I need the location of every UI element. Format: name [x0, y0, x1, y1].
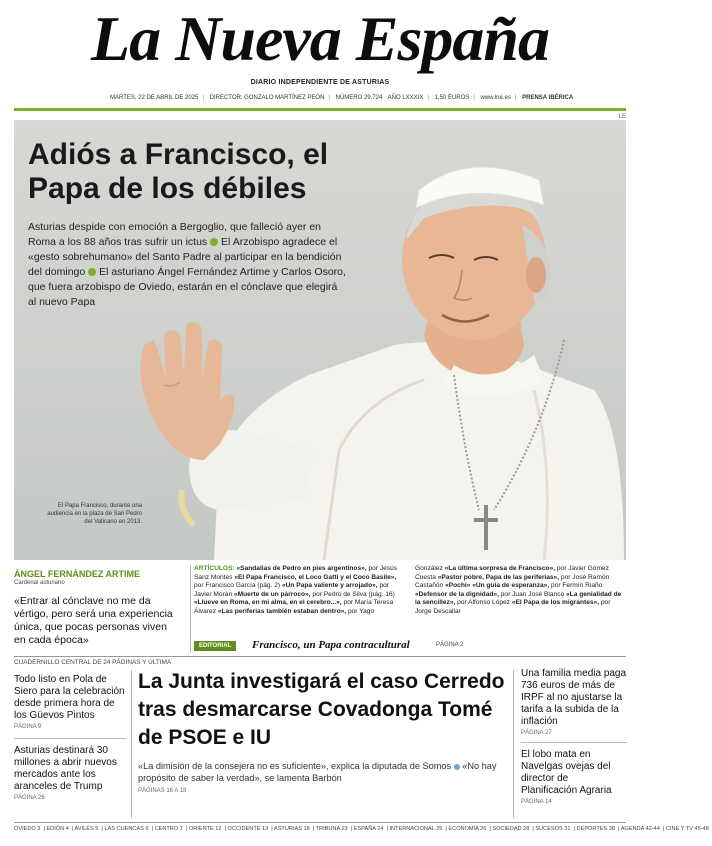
brief-item[interactable]: Una familia media paga 736 euros de más de IRPF al no ajustarse la tarifa a la subida de la inflación [521, 668, 627, 727]
article-item[interactable]: «Llueve en Roma, en mi alma, en el cerebro...», por María Teresa Álvarez [194, 599, 394, 615]
main-dek [138, 760, 508, 784]
article-item[interactable]: «La genialidad de la sencillez», por Alfonso López [415, 590, 622, 607]
lead-dek-3: El asturiano Ángel Fernández Artime y Carlos Osoro, que fuera arzobispo de Oviedo, estarán en el cónclave que elegirá al nuevo Papa [28, 266, 346, 308]
brief-item[interactable]: El lobo mata en Navelgas ovejas del director de Planificación Agraria [521, 749, 612, 796]
lead-headline[interactable]: Adiós a Francisco, el Papa de los débiles [28, 138, 329, 205]
articles-label: ARTÍCULOS: [194, 565, 235, 572]
bullet-dot-icon [88, 268, 96, 276]
brief-page: PÁGINA 14 [521, 799, 552, 805]
brief-page: PÁGINA 26 [14, 795, 45, 801]
supplement-note: CUADERNILLO CENTRAL DE 24 PÁGINAS Y ÚLTIMA [14, 656, 626, 666]
edition-director: DIRECTOR: GONZALO MARTÍNEZ PEÓN [209, 95, 325, 101]
divider [521, 742, 627, 743]
interview-role: Cardenal asturiano [14, 580, 65, 586]
tagline: DIARIO INDEPENDIENTE DE ASTURIAS [250, 79, 390, 86]
main-page: PÁGINAS 16 A 18 [138, 788, 187, 794]
divider [131, 670, 132, 818]
article-item[interactable]: «El Papa de los migrantes», por Jorge Descallar [415, 599, 611, 615]
brief-item[interactable]: Asturias destinará 30 millones a abrir nuevos mercados ante los aranceles de Trump [14, 745, 117, 792]
newspaper-title[interactable]: La Nueva España [91, 3, 549, 74]
related-section [14, 565, 626, 660]
photo-caption: El Papa Francisco, durante una audiencia en la plaza de San Pedro del Vaticano en 2013. [47, 503, 142, 525]
edition-web[interactable]: www.lne.es [480, 95, 511, 101]
bullet-dot-icon [210, 238, 218, 246]
article-item[interactable]: «La última sorpresa de Francisco», por Javier Gómez Cuesta [415, 565, 609, 581]
edition-number: NÚMERO 29.724 [335, 95, 383, 101]
divider [14, 738, 126, 739]
article-item[interactable]: «Un guía de esperanza», por Fermín Riaño [472, 582, 603, 590]
lead-dek [28, 220, 348, 310]
bullet-dot-icon [454, 764, 460, 770]
main-dek-1: «La dimisión de la consejera no es suficiente», explica la diputada de Somos [138, 761, 452, 771]
index-item[interactable]: INTERNACIONAL 25 [389, 826, 443, 832]
editorial-box[interactable] [194, 639, 624, 653]
index-item[interactable]: ESPAÑA 24 [353, 826, 384, 832]
edition-year: AÑO LXXXIX [387, 95, 424, 101]
divider [513, 670, 514, 818]
edition-info: MARTES, 22 DE ABRIL DE 2025 | DIRECTOR: GONZALO MARTÍNEZ PEÓN | NÚMERO 29.724 AÑO LXXXIX | 1,50 EUROS | www.lne.es | PRENSA IBÉRICA [110, 95, 574, 101]
article-item[interactable]: «Defensor de la dignidad», por Juan José Blanco [415, 590, 565, 598]
index-item[interactable]: ASTURIAS 18 [273, 826, 310, 832]
masthead [0, 0, 640, 120]
left-briefs [14, 674, 126, 809]
page-marker: LE [618, 114, 626, 120]
editorial-title[interactable]: Francisco, un Papa contracultural [252, 639, 410, 651]
section-index: OVIEDO 3 | EDIÓN 4 | AVILÉS 5 | LAS CUENCAS 6 | CENTRO 7 | ORIENTE 12 | OCCIDENTE 13 | ASTURIAS 18 | TRIBUNA 23 | ESPAÑA 24 | INTERNACIONAL 25 | ECONOMÍA 26 | SOCIEDAD 28 | SUCESOS 31 | DEPORTES 38 | AGENDA 42-44 | CINE Y TV 45-48 [14, 822, 626, 832]
index-item[interactable]: SOCIEDAD 28 [492, 826, 530, 832]
article-item[interactable]: «Muerte de un párroco», por Pedro de Silva (pág. 16) [233, 590, 395, 598]
index-item[interactable]: DEPORTES 38 [576, 826, 615, 832]
brief-item[interactable]: Todo listo en Pola de Siero para la celebración desde primera hora de los Güevos Pintos [14, 674, 125, 721]
right-briefs [521, 668, 627, 811]
main-headline[interactable]: La Junta investigará el caso Cerredo tras desmarcarse Covadonga Tomé de PSOE e IU [138, 670, 505, 749]
index-item[interactable]: AGENDA 42-44 [620, 826, 660, 832]
index-item[interactable]: ORIENTE 12 [188, 826, 222, 832]
divider [190, 565, 191, 653]
interview-quote[interactable]: «Entrar al cónclave no me da vértigo, pero será una experiencia única, que pocas personas viven en cada época» [14, 595, 173, 646]
main-dek-2: «No hay propósito de saber la verdad», se lamenta Barbón [138, 761, 497, 783]
index-item[interactable]: AVILÉS 5 [74, 826, 99, 832]
articles-list [194, 565, 624, 617]
index-item[interactable]: ECONOMÍA 26 [448, 826, 487, 832]
index-item[interactable]: EDIÓN 4 [46, 826, 69, 832]
hand [141, 322, 235, 460]
article-item[interactable]: «Pochi» [445, 582, 471, 590]
editorial-page: PÁGINA 2 [436, 642, 464, 648]
index-item[interactable]: CENTRO 7 [154, 826, 183, 832]
main-story[interactable] [138, 668, 508, 794]
edition-date: MARTES, 22 DE ABRIL DE 2025 [110, 95, 199, 101]
lead-dek-1: Asturias despide con emoción a Bergoglio, que falleció ayer en Roma a los 88 años tras sufrir un ictus [28, 221, 322, 248]
editorial-tag: EDITORIAL [194, 641, 236, 651]
article-item[interactable]: «Pastor pobre, Papa de las periferias», por José Ramón Castañón [415, 573, 610, 590]
interview-author[interactable]: ÁNGEL FERNÁNDEZ ARTIME [14, 569, 140, 579]
edition-group: PRENSA IBÉRICA [522, 95, 574, 101]
article-item[interactable]: «El Papa Francisco, el Loco Gatti y el Coco Basile», por Francisco García (pág. 2) [194, 573, 397, 590]
lead-text [28, 138, 388, 310]
edition-price: 1,50 EUROS [434, 95, 470, 101]
article-item[interactable]: «Las periferias también estaban dentro», por Yago González [217, 565, 443, 615]
brief-page: PÁGINA 9 [14, 724, 42, 730]
article-item[interactable]: «Sandalias de Pedro en pies argentinos», por Jesús Sanz Montes [194, 565, 398, 581]
masthead-rule [14, 108, 626, 111]
lead-story[interactable] [14, 120, 626, 560]
index-item[interactable]: SUCESOS 31 [535, 826, 571, 832]
brief-page: PÁGINA 27 [521, 730, 552, 736]
index-item[interactable]: OVIEDO 3 [14, 826, 41, 832]
article-item[interactable]: «Un Papa valiente y arrojado», por Javier Morán [194, 582, 389, 598]
index-item[interactable]: CINE Y TV 45-48 [665, 826, 709, 832]
index-item[interactable]: LAS CUENCAS 6 [104, 826, 149, 832]
index-item[interactable]: OCCIDENTE 13 [227, 826, 269, 832]
lead-dek-2: El Arzobispo agradece el «gesto sobrehumano» del Santo Padre al participar en la bendición del domingo [28, 236, 342, 278]
index-item[interactable]: TRIBUNA 23 [315, 826, 348, 832]
